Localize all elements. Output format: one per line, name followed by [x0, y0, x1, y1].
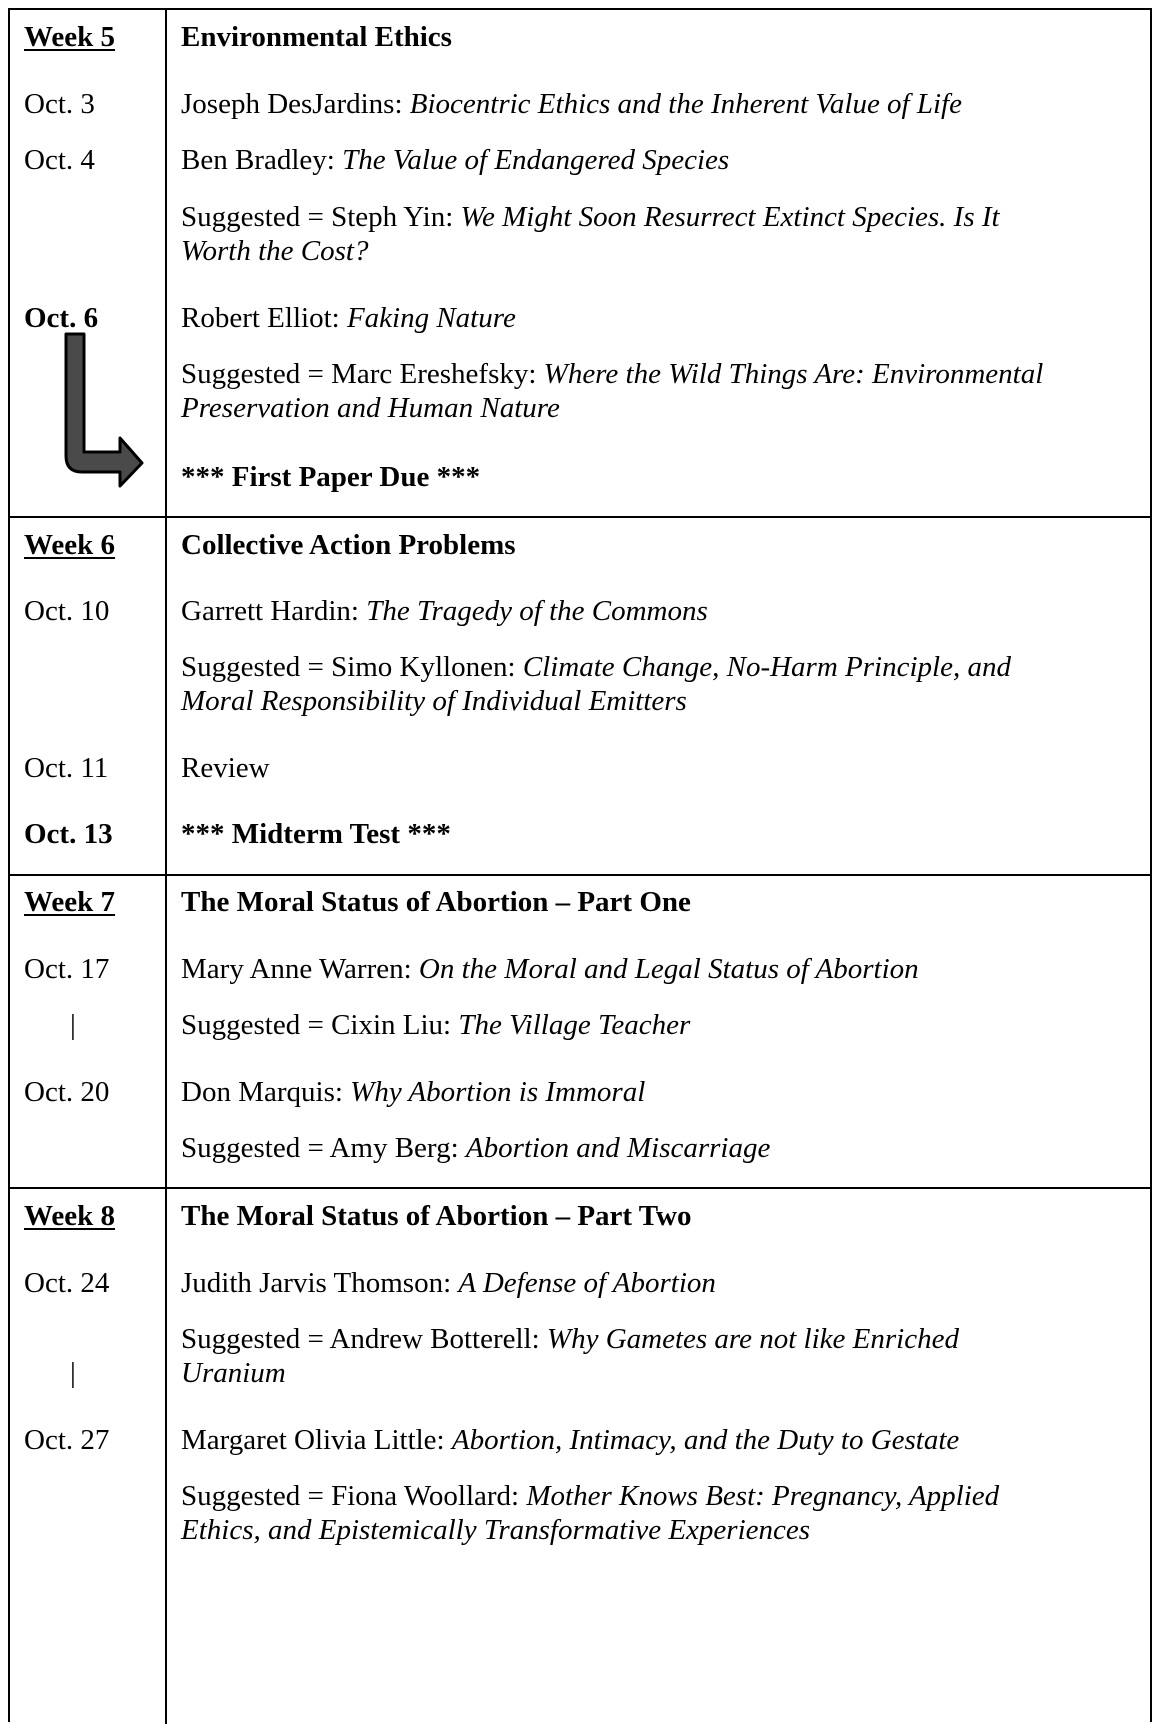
week-separator [10, 874, 1152, 876]
date-range-marker: | [70, 1357, 76, 1389]
midterm-notice: *** Midterm Test *** [181, 818, 451, 850]
review-entry: Review [181, 752, 270, 784]
column-divider [165, 10, 167, 1724]
week-label: Week 7 [24, 886, 116, 918]
reading-entry: Joseph DesJardins: Biocentric Ethics and the Inherent Value of Life [181, 88, 962, 120]
suggested-reading: Suggested = Simo Kyllonen: Climate Change, No-Harm Principle, and [181, 651, 1011, 683]
date-cell: Oct. 3 [24, 88, 95, 120]
date-cell: Oct. 11 [24, 752, 109, 784]
schedule-table [8, 8, 1152, 1722]
week-topic: Collective Action Problems [181, 529, 516, 561]
suggested-reading-cont: Moral Responsibility of Individual Emitters [181, 685, 687, 717]
week-label: Week 6 [24, 529, 116, 561]
date-range-marker: | [70, 1009, 76, 1041]
week-separator [10, 516, 1152, 518]
reading-entry: Robert Elliot: Faking Nature [181, 302, 516, 334]
reading-entry: Mary Anne Warren: On the Moral and Legal Status of Abortion [181, 953, 919, 985]
week-topic: The Moral Status of Abortion – Part One [181, 886, 691, 918]
suggested-reading-cont: Preservation and Human Nature [181, 392, 560, 424]
date-cell: Oct. 24 [24, 1267, 110, 1299]
suggested-reading: Suggested = Fiona Woollard: Mother Knows Best: Pregnancy, Applied [181, 1480, 1000, 1512]
reading-entry: Ben Bradley: The Value of Endangered Species [181, 144, 730, 176]
suggested-reading-cont: Worth the Cost? [181, 235, 369, 267]
reading-entry: Margaret Olivia Little: Abortion, Intimacy, and the Duty to Gestate [181, 1424, 960, 1456]
reading-entry: Judith Jarvis Thomson: A Defense of Abortion [181, 1267, 716, 1299]
date-cell: Oct. 27 [24, 1424, 110, 1456]
suggested-reading: Suggested = Steph Yin: We Might Soon Resurrect Extinct Species. Is It [181, 201, 1000, 233]
date-cell: Oct. 20 [24, 1076, 110, 1108]
paper-due-notice: *** First Paper Due *** [181, 461, 481, 493]
week-topic: The Moral Status of Abortion – Part Two [181, 1200, 692, 1232]
week-topic: Environmental Ethics [181, 21, 452, 53]
date-cell: Oct. 10 [24, 595, 110, 627]
suggested-reading: Suggested = Amy Berg: Abortion and Miscarriage [181, 1132, 771, 1164]
reading-entry: Don Marquis: Why Abortion is Immoral [181, 1076, 646, 1108]
suggested-reading: Suggested = Cixin Liu: The Village Teacher [181, 1009, 691, 1041]
reading-entry: Garrett Hardin: The Tragedy of the Commons [181, 595, 708, 627]
week-label: Week 5 [24, 21, 116, 53]
date-cell: Oct. 6 [24, 302, 99, 334]
date-cell: Oct. 4 [24, 144, 95, 176]
suggested-reading: Suggested = Andrew Botterell: Why Gametes are not like Enriched [181, 1323, 959, 1355]
bent-arrow-icon [60, 332, 146, 488]
week-separator [10, 1187, 1152, 1189]
date-cell: Oct. 17 [24, 953, 110, 985]
date-cell: Oct. 13 [24, 818, 113, 850]
week-label: Week 8 [24, 1200, 116, 1232]
suggested-reading-cont: Ethics, and Epistemically Transformative Experiences [181, 1514, 811, 1546]
suggested-reading: Suggested = Marc Ereshefsky: Where the Wild Things Are: Environmental [181, 358, 1044, 390]
suggested-reading-cont: Uranium [181, 1357, 286, 1389]
